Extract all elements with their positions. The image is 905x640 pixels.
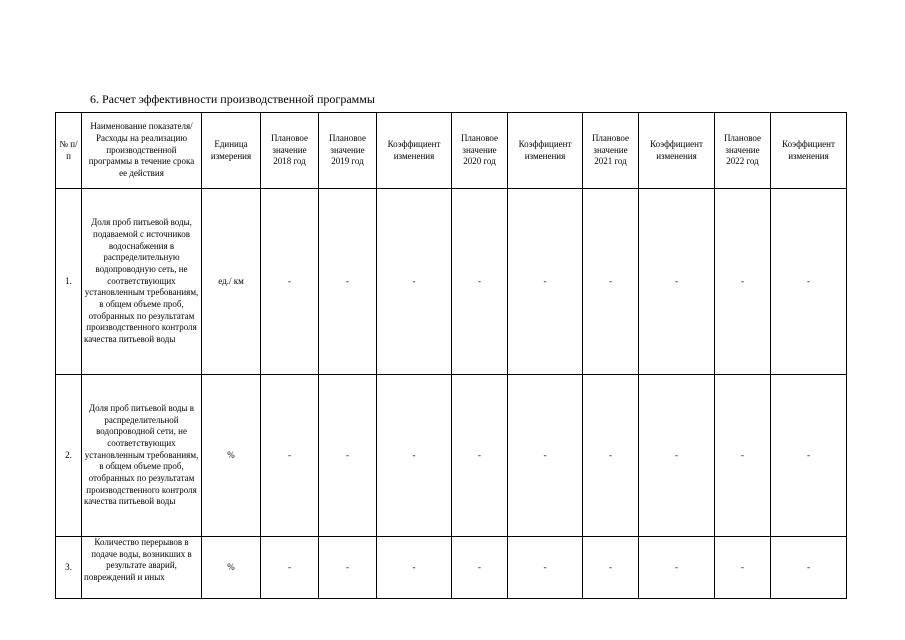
value-cell: - <box>639 189 715 375</box>
unit-cell: ед./ км <box>202 189 261 375</box>
value-cell: - <box>319 537 377 599</box>
header-cell-unit: Единица измерения <box>202 113 261 189</box>
header-cell-coefficient-2021: Коэффициент изменения <box>639 113 715 189</box>
value-cell: - <box>639 537 715 599</box>
value-cell: - <box>583 189 639 375</box>
value-cell: - <box>771 189 847 375</box>
value-cell: - <box>452 375 508 537</box>
section-title: 6. Расчет эффективности производственной программы <box>90 92 375 106</box>
unit-cell: % <box>202 537 261 599</box>
row-number: 1. <box>56 189 82 375</box>
value-cell: - <box>771 537 847 599</box>
value-cell: - <box>508 189 583 375</box>
value-cell: - <box>377 189 452 375</box>
efficiency-table <box>55 112 847 599</box>
value-cell: - <box>715 375 771 537</box>
indicator-name-cell <box>82 537 202 599</box>
value-cell: - <box>771 375 847 537</box>
value-cell: - <box>261 375 319 537</box>
value-cell: - <box>639 375 715 537</box>
value-cell: - <box>452 189 508 375</box>
value-cell: - <box>452 537 508 599</box>
value-cell: - <box>715 537 771 599</box>
unit-cell: % <box>202 375 261 537</box>
value-cell: - <box>377 537 452 599</box>
value-cell: - <box>377 375 452 537</box>
header-cell-plan-2022: Плановое значение 2022 год <box>715 113 771 189</box>
table-row <box>56 537 847 599</box>
value-cell: - <box>261 189 319 375</box>
indicator-name: Доля проб питьевой воды, подаваемой с источников водоснабжения в распределительную водопроводную сеть, не соответствующих установленным требованиям, в общем объеме проб, отобранных по результатам производственного контроля качества питьевой воды <box>82 189 202 375</box>
header-cell-number: № п/п <box>56 113 82 189</box>
indicator-name: Доля проб питьевой воды в распределительной водопроводной сети, не соответствующих установленным требованиям, в общем объеме проб, отобранных по результатам производственного контроля качества питьевой воды <box>82 375 202 537</box>
value-cell: - <box>319 189 377 375</box>
value-cell: - <box>583 537 639 599</box>
table-row <box>56 189 847 375</box>
header-cell-plan-2020: Плановое значение 2020 год <box>452 113 508 189</box>
header-cell-plan-2018: Плановое значение 2018 год <box>261 113 319 189</box>
value-cell: - <box>508 375 583 537</box>
value-cell: - <box>508 537 583 599</box>
table-header-row <box>56 113 847 189</box>
table-row <box>56 375 847 537</box>
value-cell: - <box>319 375 377 537</box>
header-cell-coefficient-2019: Коэффициент изменения <box>377 113 452 189</box>
indicator-name: Количество перерывов в подаче воды, возникших в результате аварий, повреждений и иных <box>84 537 192 583</box>
row-number: 2. <box>56 375 82 537</box>
header-cell-plan-2021: Плановое значение 2021 год <box>583 113 639 189</box>
header-cell-plan-2019: Плановое значение 2019 год <box>319 113 377 189</box>
header-cell-coefficient-2020: Коэффициент изменения <box>508 113 583 189</box>
header-cell-coefficient-2022: Коэффициент изменения <box>771 113 847 189</box>
value-cell: - <box>583 375 639 537</box>
header-cell-name: Наименование показателя/Расходы на реализацию производственной программы в течение срока ее действия <box>82 113 202 189</box>
value-cell: - <box>715 189 771 375</box>
value-cell: - <box>261 537 319 599</box>
row-number: 3. <box>56 537 82 599</box>
